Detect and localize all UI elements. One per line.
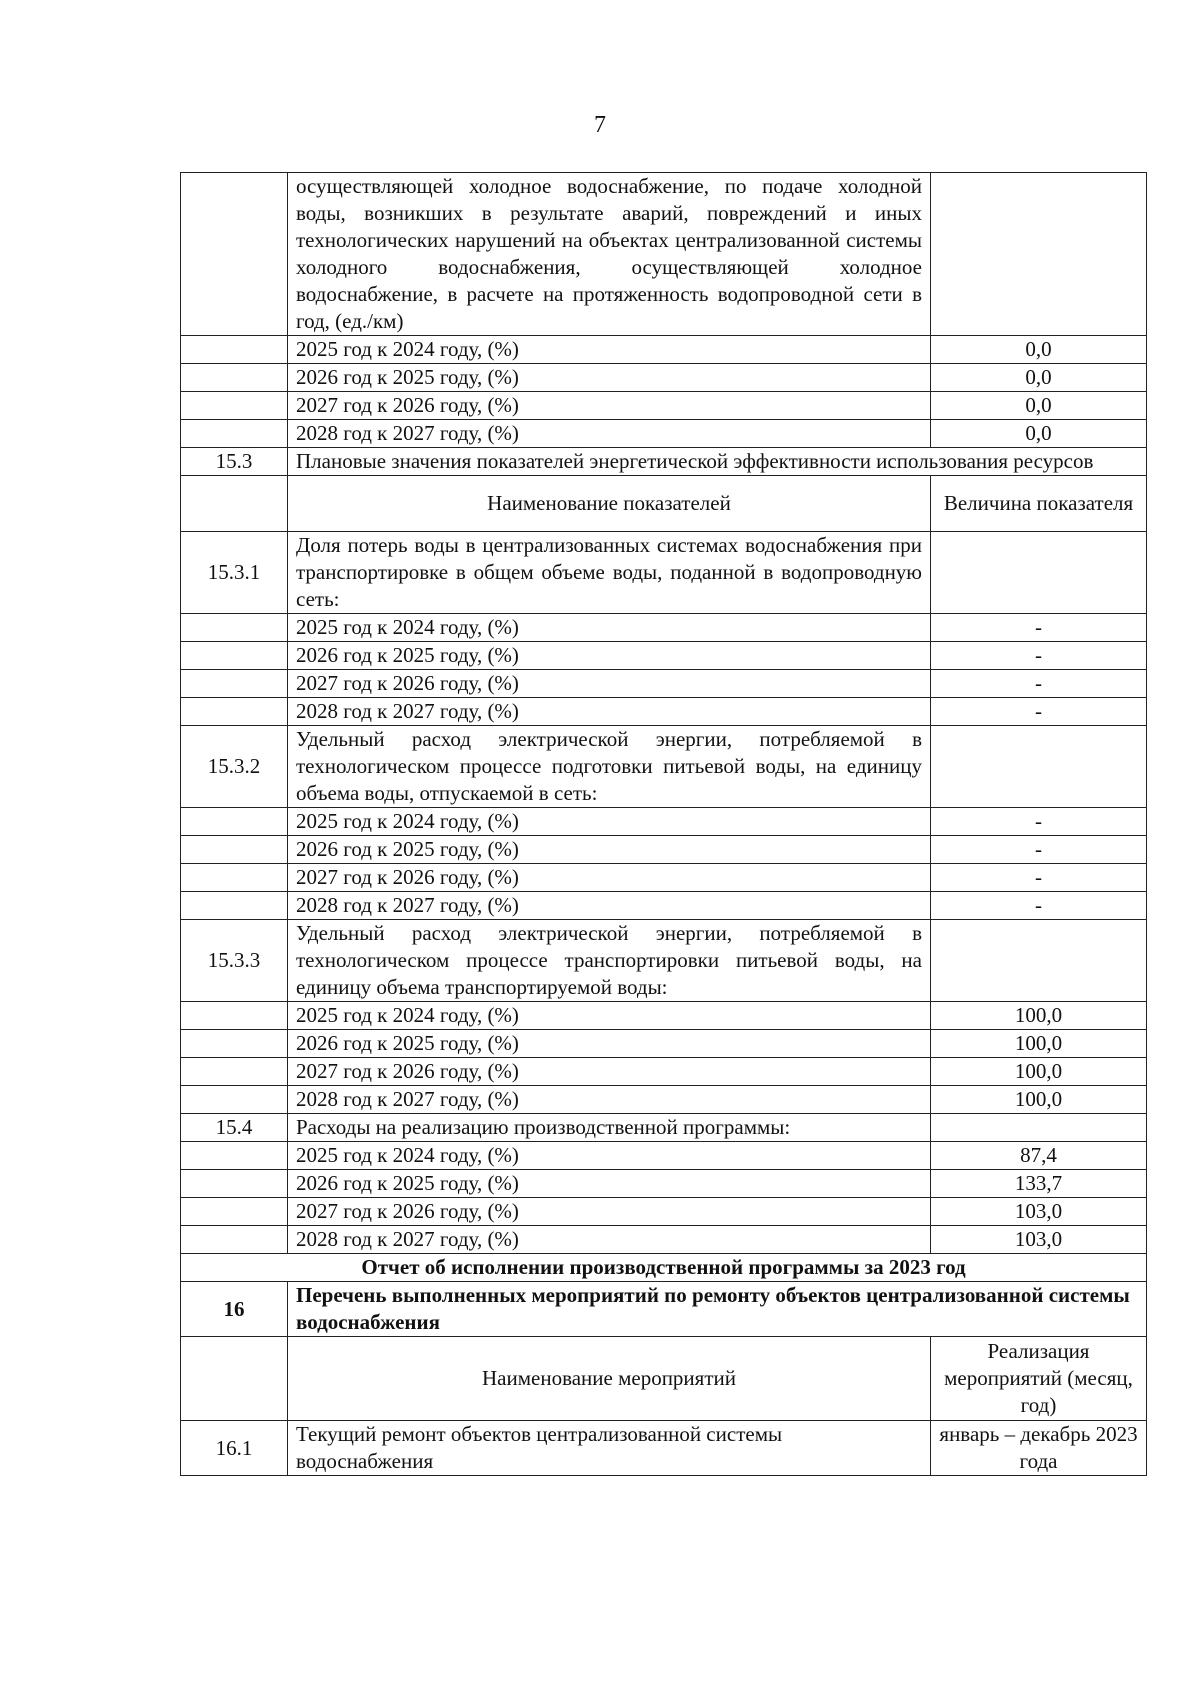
indicator-value xyxy=(931,173,1147,336)
year-label: 2025 год к 2024 году, (%) xyxy=(288,1142,931,1170)
column-header-value: Величина показателя xyxy=(931,476,1147,532)
table-row xyxy=(181,364,1147,392)
year-value: - xyxy=(931,808,1147,836)
year-value: 100,0 xyxy=(931,1058,1147,1086)
year-value: 0,0 xyxy=(931,392,1147,420)
year-value: - xyxy=(931,836,1147,864)
year-value: - xyxy=(931,698,1147,726)
indicator-text: Доля потерь воды в централизованных системах водоснабжения при транспортировке в общем объеме воды, поданной в водопроводную сеть: xyxy=(288,532,931,614)
page-number: 7 xyxy=(594,112,606,138)
year-value: 100,0 xyxy=(931,1030,1147,1058)
row-number: 15.4 xyxy=(181,1114,288,1142)
indicator-text: осуществляющей холодное водоснабжение, по подаче холодной воды, возникших в результате аварий, повреждений и иных технологических нарушений на объектах централизованной системы холодного водоснабжения, осуществляющей холодное водоснабжение, в расчете на протяженность водопроводной сети в год, (ед./км) xyxy=(288,173,931,336)
indicator-text: Удельный расход электрической энергии, потребляемой в технологическом процессе подготовки питьевой воды, на единицу объема воды, отпускаемой в сеть: xyxy=(288,726,931,808)
year-label: 2026 год к 2025 году, (%) xyxy=(288,642,931,670)
indicator-row xyxy=(181,1114,1147,1142)
table-row xyxy=(181,614,1147,642)
report-title: Отчет об исполнении производственной программы за 2023 год xyxy=(181,1254,1147,1282)
year-label: 2027 год к 2026 году, (%) xyxy=(288,1198,931,1226)
table-row xyxy=(181,1198,1147,1226)
table-row xyxy=(181,1086,1147,1114)
table-row xyxy=(181,1058,1147,1086)
table-row xyxy=(181,1030,1147,1058)
table-row xyxy=(181,836,1147,864)
row-number: 15.3.1 xyxy=(181,532,288,614)
year-label: 2028 год к 2027 году, (%) xyxy=(288,698,931,726)
year-value: - xyxy=(931,892,1147,920)
section-row-15-3 xyxy=(181,448,1147,476)
year-label: 2027 год к 2026 году, (%) xyxy=(288,392,931,420)
year-label: 2028 год к 2027 году, (%) xyxy=(288,420,931,448)
indicator-row xyxy=(181,1421,1147,1476)
year-value: 100,0 xyxy=(931,1086,1147,1114)
table-row xyxy=(181,1170,1147,1198)
section-number: 15.3 xyxy=(181,448,288,476)
table-row xyxy=(181,420,1147,448)
row-number xyxy=(181,173,288,336)
year-value: 103,0 xyxy=(931,1226,1147,1254)
section-title: Перечень выполненных мероприятий по ремонту объектов централизованной системы водоснабжения xyxy=(288,1282,1147,1337)
table-row xyxy=(181,670,1147,698)
report-title-row xyxy=(181,1254,1147,1282)
table-row xyxy=(181,392,1147,420)
year-label: 2027 год к 2026 году, (%) xyxy=(288,1058,931,1086)
table-row xyxy=(181,642,1147,670)
header-row xyxy=(181,1337,1147,1421)
year-label: 2026 год к 2025 году, (%) xyxy=(288,1030,931,1058)
year-value: - xyxy=(931,642,1147,670)
table-row xyxy=(181,173,1147,336)
year-label: 2025 год к 2024 году, (%) xyxy=(288,614,931,642)
indicator-row xyxy=(181,726,1147,808)
year-label: 2026 год к 2025 году, (%) xyxy=(288,1170,931,1198)
year-value: 0,0 xyxy=(931,336,1147,364)
row-number: 15.3.3 xyxy=(181,920,288,1002)
year-label: 2028 год к 2027 году, (%) xyxy=(288,892,931,920)
year-label: 2026 год к 2025 году, (%) xyxy=(288,836,931,864)
year-value: - xyxy=(931,614,1147,642)
year-value: 100,0 xyxy=(931,1002,1147,1030)
table-row xyxy=(181,336,1147,364)
year-value: 87,4 xyxy=(931,1142,1147,1170)
column-header-value: Реализация мероприятий (месяц, год) xyxy=(931,1337,1147,1421)
year-label: 2028 год к 2027 году, (%) xyxy=(288,1226,931,1254)
indicator-text: Удельный расход электрической энергии, потребляемой в технологическом процессе транспортировки питьевой воды, на единицу объема транспортируемой воды: xyxy=(288,920,931,1002)
year-label: 2026 год к 2025 году, (%) xyxy=(288,364,931,392)
indicator-row xyxy=(181,920,1147,1002)
indicator-text: Расходы на реализацию производственной программы: xyxy=(288,1114,931,1142)
table-row xyxy=(181,864,1147,892)
indicator-text: Текущий ремонт объектов централизованной системы водоснабжения xyxy=(288,1421,931,1476)
row-number: 16.1 xyxy=(181,1421,288,1476)
year-label: 2025 год к 2024 году, (%) xyxy=(288,808,931,836)
section-row-16 xyxy=(181,1282,1147,1337)
table-row xyxy=(181,698,1147,726)
year-label: 2028 год к 2027 году, (%) xyxy=(288,1086,931,1114)
year-value: 0,0 xyxy=(931,420,1147,448)
program-table xyxy=(180,172,1147,1476)
column-header-name: Наименование мероприятий xyxy=(288,1337,931,1421)
year-label: 2027 год к 2026 году, (%) xyxy=(288,864,931,892)
table-row xyxy=(181,1002,1147,1030)
section-title: Плановые значения показателей энергетической эффективности использования ресурсов xyxy=(288,448,1147,476)
table-row xyxy=(181,1226,1147,1254)
table-row xyxy=(181,1142,1147,1170)
table-row xyxy=(181,808,1147,836)
indicator-value: январь – декабрь 2023 года xyxy=(931,1421,1147,1476)
row-number: 15.3.2 xyxy=(181,726,288,808)
year-label: 2025 год к 2024 году, (%) xyxy=(288,336,931,364)
section-number: 16 xyxy=(181,1282,288,1337)
year-label: 2027 год к 2026 году, (%) xyxy=(288,670,931,698)
indicator-row xyxy=(181,532,1147,614)
header-row xyxy=(181,476,1147,532)
year-value: 133,7 xyxy=(931,1170,1147,1198)
year-label: 2025 год к 2024 году, (%) xyxy=(288,1002,931,1030)
year-value: 0,0 xyxy=(931,364,1147,392)
year-value: - xyxy=(931,864,1147,892)
year-value: 103,0 xyxy=(931,1198,1147,1226)
column-header-name: Наименование показателей xyxy=(288,476,931,532)
table-row xyxy=(181,892,1147,920)
year-value: - xyxy=(931,670,1147,698)
